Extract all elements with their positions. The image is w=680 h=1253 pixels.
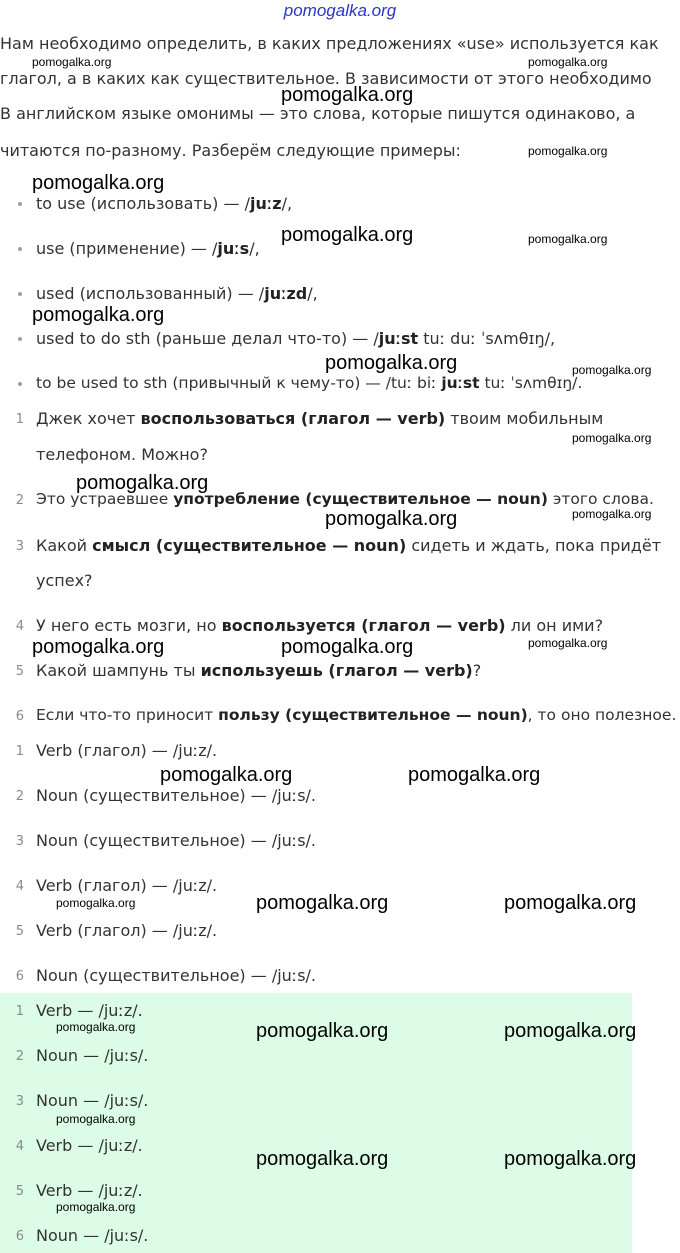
watermark: pomogalka.org [32,55,112,69]
list-number: 5 [15,1184,24,1199]
bullet-item: to be used to sth (привычный к чему-то) — /tuː biː juːst tuː ˈsʌmθɪŋ/. [36,374,583,392]
answer-item: Noun — /juːs/. [36,1226,149,1245]
watermark: pomogalka.org [504,892,637,914]
watermark: pomogalka.org [160,764,293,786]
watermark: pomogalka.org [528,636,608,650]
list-number: 6 [15,1229,24,1244]
watermark: pomogalka.org [56,1112,136,1126]
list-number: 6 [15,709,24,724]
bullet-icon [18,382,22,386]
watermark: pomogalka.org [504,1148,637,1170]
bullet-icon [18,292,22,296]
watermark: pomogalka.org [325,352,458,374]
site-header-logo[interactable]: pomogalka.org [283,1,397,20]
watermark: pomogalka.org [528,55,608,69]
watermark: pomogalka.org [256,1148,389,1170]
watermark: pomogalka.org [325,508,458,530]
watermark: pomogalka.org [256,892,389,914]
intro-line-2: глагол, а в каких как существительное. В зависимости от этого необходимо [0,69,652,88]
watermark: pomogalka.org [56,1200,136,1214]
sentence-line: успех? [36,571,93,590]
answer-item: Verb (глагол) — /juːz/. [36,876,218,895]
list-number: 3 [15,1094,24,1109]
list-number: 5 [15,924,24,939]
list-number: 5 [15,664,24,679]
bullet-item: to use (использовать) — /juːz/, [36,194,293,213]
watermark: pomogalka.org [528,144,608,158]
answer-item: Noun — /juːs/. [36,1046,149,1065]
intro-line-4: читаются по-разному. Разберём следующие примеры: [0,141,461,160]
watermark: pomogalka.org [281,224,414,246]
bullet-icon [18,337,22,341]
sentence-line: Если что-то приносит пользу (существительное — noun), то оно полезное. [36,706,677,724]
list-number: 4 [15,879,24,894]
watermark: pomogalka.org [281,84,414,106]
list-number: 3 [15,539,24,554]
list-number: 3 [15,834,24,849]
watermark: pomogalka.org [32,172,165,194]
watermark: pomogalka.org [572,363,652,377]
watermark: pomogalka.org [408,764,541,786]
answer-item: Noun (существительное) — /juːs/. [36,786,316,805]
answer-item: Verb — /juːz/. [36,1181,143,1200]
watermark: pomogalka.org [56,1020,136,1034]
list-number: 4 [15,1139,24,1154]
bullet-item: used (использованный) — /juːzd/, [36,284,318,303]
list-number: 1 [15,744,24,759]
answer-item: Noun (существительное) — /juːs/. [36,966,316,985]
bullet-icon [18,202,22,206]
sentence-line: Какой шампунь ты используешь (глагол — verb)? [36,661,482,680]
watermark: pomogalka.org [56,896,136,910]
list-number: 2 [15,493,24,508]
sentence-line: Какой смысл (существительное — noun) сидеть и ждать, пока придёт [36,536,662,555]
sentence-line: телефоном. Можно? [36,445,208,464]
sentence-line: Это устраевшее употребление (существительное — noun) этого слова. [36,490,654,508]
list-number: 6 [15,969,24,984]
watermark: pomogalka.org [572,431,652,445]
answer-item: Noun — /juːs/. [36,1091,149,1110]
answer-item: Verb (глагол) — /juːz/. [36,741,218,760]
watermark: pomogalka.org [572,507,652,521]
list-number: 4 [15,619,24,634]
list-number: 1 [15,1004,24,1019]
answer-item: Verb — /juːz/. [36,1136,143,1155]
watermark: pomogalka.org [76,472,209,494]
list-number: 2 [15,789,24,804]
bullet-item: used to do sth (раньше делал что-то) — /juːst tuː duː ˈsʌmθɪŋ/, [36,329,556,348]
watermark: pomogalka.org [32,636,165,658]
watermark: pomogalka.org [256,1020,389,1042]
answer-item: Noun (существительное) — /juːs/. [36,831,316,850]
answer-item: Verb (глагол) — /juːz/. [36,921,218,940]
watermark: pomogalka.org [281,636,414,658]
answer-item: Verb — /juːz/. [36,1001,143,1020]
watermark: pomogalka.org [504,1020,637,1042]
list-number: 1 [15,412,24,427]
watermark: pomogalka.org [32,304,165,326]
sentence-line: Джек хочет воспользоваться (глагол — verb) твоим мобильным [36,409,604,428]
list-number: 2 [15,1049,24,1064]
bullet-item: use (применение) — /juːs/, [36,239,260,258]
intro-line-3: В английском языке омонимы — это слова, которые пишутся одинаково, а [0,104,636,123]
watermark: pomogalka.org [528,232,608,246]
bullet-icon [18,247,22,251]
sentence-line: У него есть мозги, но воспользуется (глагол — verb) ли он ими? [36,616,604,635]
intro-line-1: Нам необходимо определить, в каких предложениях «use» используется как [0,34,659,53]
